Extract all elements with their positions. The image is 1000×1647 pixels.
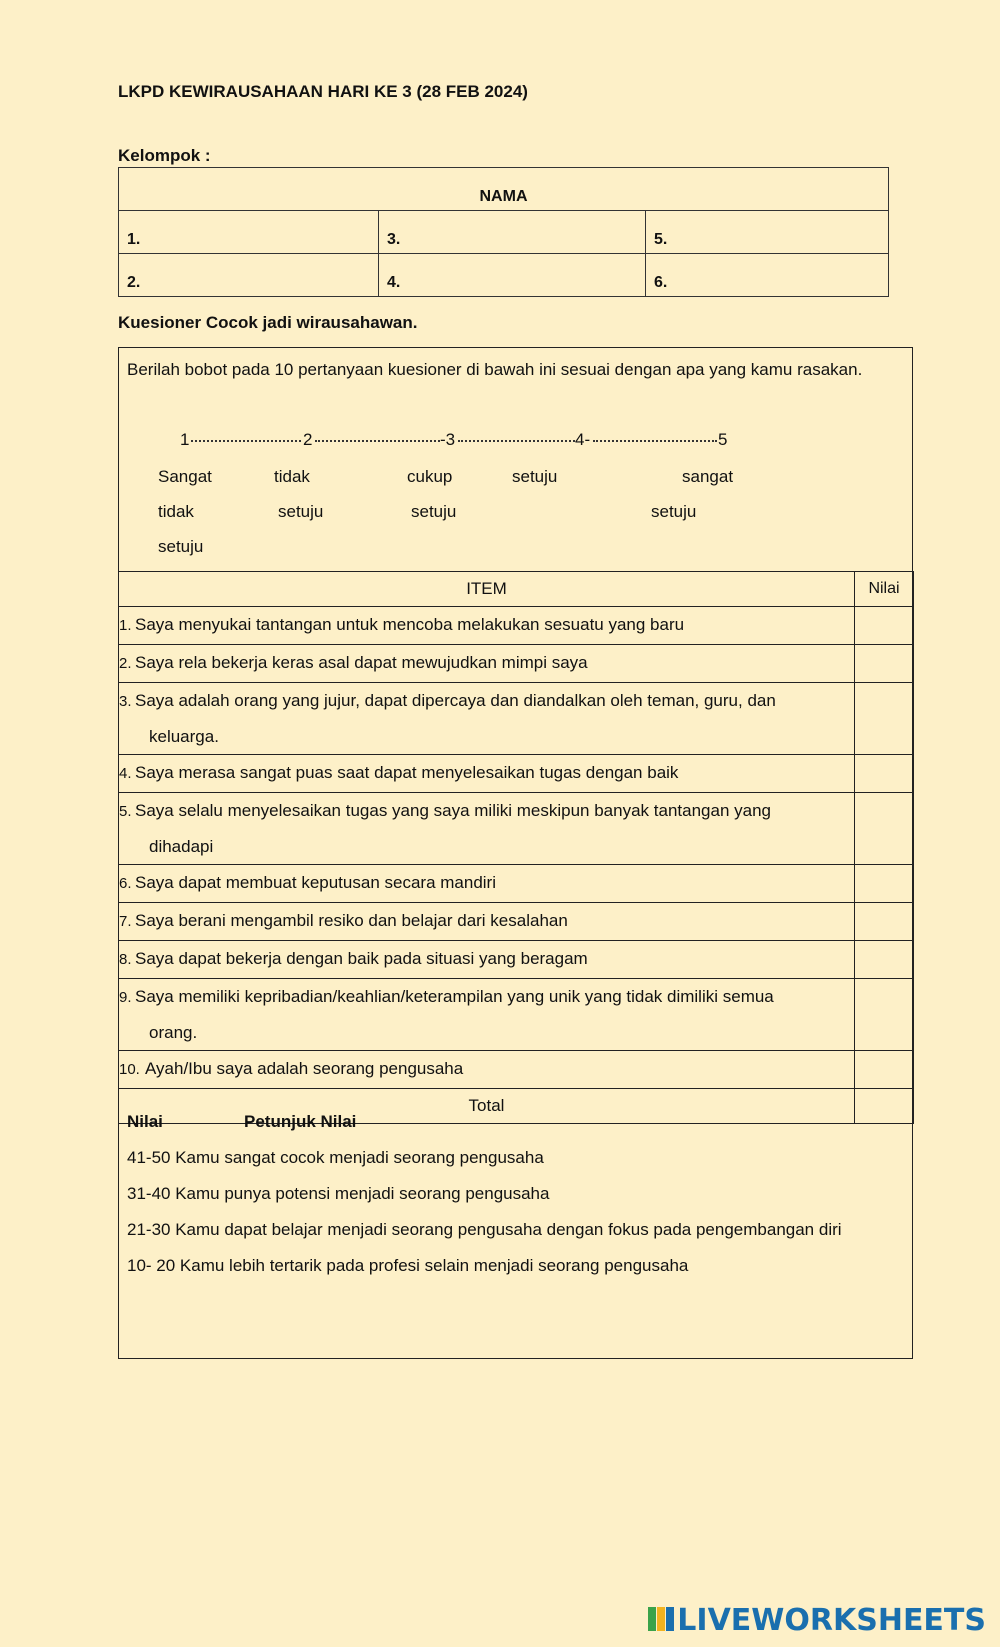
scale-dotted-line: [458, 440, 575, 442]
scale-label: tidak: [274, 467, 310, 486]
petunjuk-nilai-header: Nilai: [127, 1112, 163, 1131]
scale-dotted-line: [593, 440, 717, 442]
item-text: Saya memiliki kepribadian/keahlian/keterampilan yang unik yang tidak dimiliki semua: [135, 987, 774, 1006]
petunjuk-title: Petunjuk Nilai: [244, 1112, 357, 1131]
scale-number-2: 2: [303, 430, 313, 449]
scale-number-1: 1: [180, 430, 190, 449]
item-row: [119, 1051, 855, 1089]
item-row: [119, 865, 855, 903]
item-text: Saya adalah orang yang jujur, dapat dipercaya dan diandalkan oleh teman, guru, dan: [135, 691, 776, 710]
scale-label: setuju: [651, 502, 697, 521]
nama-table: [118, 167, 889, 297]
scale-label: setuju: [512, 467, 558, 486]
item-header: ITEM: [119, 572, 855, 607]
nama-cell[interactable]: 3.: [379, 211, 646, 254]
item-text: Saya dapat bekerja dengan baik pada situasi yang beragam: [135, 949, 588, 968]
item-row: [119, 607, 855, 645]
scale-label: tidak: [158, 502, 194, 521]
scale-dotted-line: [315, 440, 440, 442]
item-row: [119, 645, 855, 683]
liveworksheets-logo-icon: [647, 1605, 675, 1633]
nilai-input-cell[interactable]: [855, 903, 914, 941]
item-text: Saya menyukai tantangan untuk mencoba melakukan sesuatu yang baru: [135, 615, 685, 634]
item-row: [119, 683, 855, 755]
scale-label: Sangat: [158, 467, 212, 486]
nama-cell[interactable]: 2.: [119, 254, 379, 297]
instruction-text: Berilah bobot pada 10 pertanyaan kuesioner di bawah ini sesuai dengan apa yang kamu rasakan.: [127, 360, 863, 379]
nilai-input-cell[interactable]: [855, 979, 914, 1051]
total-label: Total: [119, 1089, 855, 1124]
kelompok-label: Kelompok :: [118, 146, 211, 165]
liveworksheets-logo: [647, 1603, 986, 1638]
scale-label: setuju: [158, 537, 204, 556]
nilai-header: Nilai: [855, 572, 914, 607]
total-input-cell[interactable]: [855, 1089, 914, 1124]
nilai-input-cell[interactable]: [855, 865, 914, 903]
item-text: Saya berani mengambil resiko dan belajar dari kesalahan: [135, 911, 568, 930]
nilai-input-cell[interactable]: [855, 1051, 914, 1089]
item-number: 10.: [119, 1061, 140, 1078]
item-number: 4.: [119, 765, 132, 782]
item-row: [119, 903, 855, 941]
item-text: Saya rela bekerja keras asal dapat mewujudkan mimpi saya: [135, 653, 588, 672]
item-text-continued: keluarga.: [149, 727, 219, 746]
item-text: Saya dapat membuat keputusan secara mandiri: [135, 873, 496, 892]
item-text: Saya selalu menyelesaikan tugas yang saya miliki meskipun banyak tantangan yang: [135, 801, 771, 820]
item-text-continued: orang.: [149, 1023, 198, 1042]
item-number: 3.: [119, 693, 132, 710]
nilai-input-cell[interactable]: [855, 683, 914, 755]
item-number: 1.: [119, 617, 132, 634]
nilai-input-cell[interactable]: [855, 755, 914, 793]
item-number: 8.: [119, 951, 132, 968]
scale-label: cukup: [407, 467, 453, 486]
kuesioner-title: Kuesioner Cocok jadi wirausahawan.: [118, 313, 418, 332]
scale-label: sangat: [682, 467, 734, 486]
nilai-input-cell[interactable]: [855, 607, 914, 645]
scale-number-4: 4-: [575, 430, 591, 449]
item-text: Saya merasa sangat puas saat dapat menyelesaikan tugas dengan baik: [135, 763, 679, 782]
scale-label: setuju: [278, 502, 324, 521]
logo-text: LIVEWORKSHEETS: [677, 1603, 986, 1638]
petunjuk-line: 41-50 Kamu sangat cocok menjadi seorang pengusaha: [127, 1148, 544, 1167]
petunjuk-line: 21-30 Kamu dapat belajar menjadi seorang pengusaha dengan fokus pada pengembangan diri: [127, 1220, 842, 1239]
petunjuk-line: 10- 20 Kamu lebih tertarik pada profesi selain menjadi seorang pengusaha: [127, 1256, 689, 1275]
nilai-input-cell[interactable]: [855, 941, 914, 979]
item-text-continued: dihadapi: [149, 837, 214, 856]
scale-number-3: -3: [440, 430, 456, 449]
worksheet-title: LKPD KEWIRAUSAHAAN HARI KE 3 (28 FEB 2024): [118, 82, 528, 101]
scale-label: setuju: [411, 502, 457, 521]
item-row: [119, 979, 855, 1051]
item-row: [119, 755, 855, 793]
nama-cell[interactable]: 5.: [646, 211, 889, 254]
nilai-input-cell[interactable]: [855, 793, 914, 865]
item-row: [119, 941, 855, 979]
scale-number-5: 5: [718, 430, 728, 449]
nama-cell[interactable]: 6.: [646, 254, 889, 297]
items-table: [118, 571, 914, 1124]
nama-cell[interactable]: 4.: [379, 254, 646, 297]
item-number: 7.: [119, 913, 132, 930]
scale-dotted-line: [191, 440, 301, 442]
nama-header: NAMA: [119, 168, 889, 211]
nama-cell[interactable]: 1.: [119, 211, 379, 254]
petunjuk-line: 31-40 Kamu punya potensi menjadi seorang pengusaha: [127, 1184, 550, 1203]
item-row: [119, 793, 855, 865]
item-text: Ayah/Ibu saya adalah seorang pengusaha: [145, 1059, 464, 1078]
item-number: 6.: [119, 875, 132, 892]
item-number: 2.: [119, 655, 132, 672]
item-number: 9.: [119, 989, 132, 1006]
item-number: 5.: [119, 803, 132, 820]
nilai-input-cell[interactable]: [855, 645, 914, 683]
